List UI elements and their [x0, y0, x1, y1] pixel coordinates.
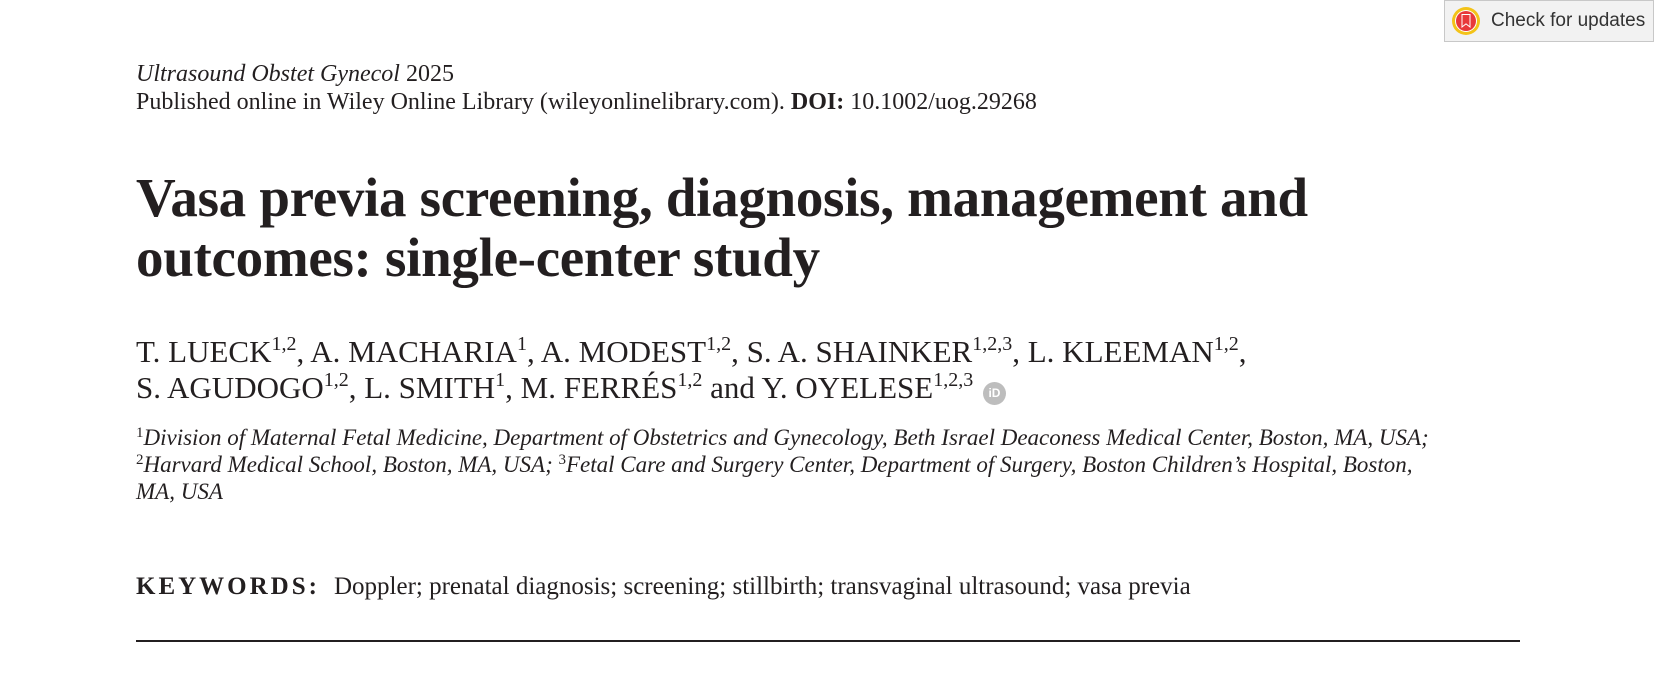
affiliation-text: Division of Maternal Fetal Medicine, Department of Obstetrics and Gynecology, Beth Israel Deaconess Medical Center, Boston, MA, USA; [143, 425, 1429, 450]
author-separator: , [731, 334, 747, 369]
affiliation-text: Harvard Medical School, Boston, MA, USA; [143, 452, 559, 477]
keywords [136, 572, 1191, 602]
doi-value[interactable]: 10.1002/uog.29268 [850, 89, 1037, 115]
affiliation-text: MA, USA [136, 479, 223, 504]
affiliation-number: 3 [558, 452, 566, 468]
author-affiliation: 1,2 [1213, 333, 1239, 355]
author-separator: , [1238, 334, 1247, 369]
affiliation-line [136, 424, 1520, 451]
author-name: S. AGUDOGO [136, 370, 324, 405]
article-title [136, 168, 1456, 288]
author-name: A. MACHARIA [310, 334, 517, 369]
title-line-2: outcomes: single-center study [136, 227, 820, 288]
affiliation-number: 2 [136, 452, 144, 468]
author-affiliation: 1,2 [323, 369, 349, 391]
author-name: L. KLEEMAN [1027, 334, 1214, 369]
affiliations [136, 424, 1520, 505]
divider [136, 640, 1520, 642]
journal-name: Ultrasound Obstet Gynecol [136, 61, 400, 87]
affiliation-line [136, 451, 1520, 478]
doi-label: DOI: [790, 89, 845, 115]
check-for-updates-label: Check for updates [1491, 10, 1646, 31]
check-for-updates-button[interactable] [1444, 0, 1654, 42]
keywords-label: KEYWORDS: [136, 573, 320, 600]
author-separator: , [526, 334, 541, 369]
author-name: M. FERRÉS [520, 370, 678, 405]
author-name: S. A. SHAINKER [746, 334, 973, 369]
author-separator: , [1012, 334, 1028, 369]
title-line-1: Vasa previa screening, diagnosis, management and [136, 167, 1308, 228]
author-affiliation: 1,2 [677, 369, 703, 391]
author-separator: , [296, 334, 311, 369]
author-affiliation: 1,2,3 [972, 333, 1013, 355]
author-affiliation: 1 [495, 369, 506, 391]
author-separator: and [702, 370, 762, 405]
affiliation-number: 1 [136, 425, 144, 441]
author-name: L. SMITH [364, 370, 496, 405]
publication-info [136, 88, 1037, 116]
author-affiliation: 1 [516, 333, 527, 355]
author-separator: , [505, 370, 521, 405]
author-name: Y. OYELESE [761, 370, 934, 405]
affiliation-line [136, 478, 1520, 505]
published-text: Published online in Wiley Online Library (wileyonlinelibrary.com). [136, 89, 785, 115]
author-name: T. LUECK [136, 334, 272, 369]
journal-year: 2025 [405, 61, 454, 87]
author-affiliation: 1,2 [271, 333, 297, 355]
author-name: A. MODEST [540, 334, 707, 369]
author-line [136, 370, 1496, 406]
author-list [136, 334, 1496, 406]
keywords-text: Doppler; prenatal diagnosis; screening; stillbirth; transvaginal ultrasound; vasa previa [333, 573, 1191, 600]
affiliation-text: Fetal Care and Surgery Center, Department of Surgery, Boston Children’s Hospital, Boston, [566, 452, 1413, 477]
author-separator: , [348, 370, 365, 405]
orcid-icon[interactable]: iD [983, 382, 1006, 405]
author-affiliation: 1,2,3 [933, 369, 974, 391]
author-affiliation: 1,2 [706, 333, 732, 355]
journal-citation [136, 60, 454, 88]
crossmark-icon [1451, 6, 1481, 36]
author-line [136, 334, 1496, 370]
